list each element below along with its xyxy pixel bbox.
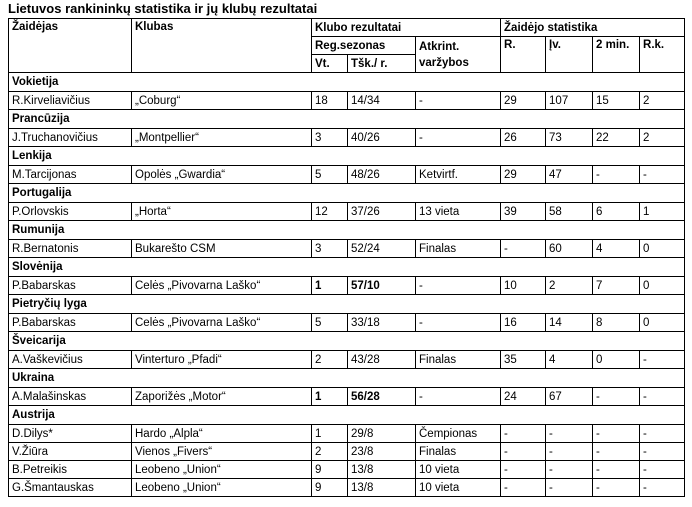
cell-goals: 60 [546,240,593,258]
cell-rk: - [640,461,685,479]
table-row [9,166,685,184]
cell-r: - [501,479,546,497]
cell-goals: - [546,425,593,443]
cell-club: Hardo „Alpla“ [132,425,312,443]
cell-rk: 2 [640,92,685,110]
cell-place: 2 [312,443,348,461]
cell-two-min: - [593,479,640,497]
cell-rk: - [640,351,685,369]
country-row [9,332,685,351]
cell-goals: 4 [546,351,593,369]
cell-goals: 2 [546,277,593,295]
cell-goals: 107 [546,92,593,110]
cell-points: 13/8 [348,479,416,497]
header-player-stats: Žaidėjo statistika [501,19,685,37]
country-name: Vokietija [9,73,685,92]
document [8,0,684,497]
cell-r: 29 [501,92,546,110]
cell-goals: 73 [546,129,593,147]
cell-goals: - [546,461,593,479]
cell-points: 56/28 [348,388,416,406]
cell-playoffs: Finalas [416,443,501,461]
country-row [9,295,685,314]
cell-goals: 58 [546,203,593,221]
cell-points: 14/34 [348,92,416,110]
header-place: Vt. [312,55,348,73]
cell-playoffs: Ketvirtf. [416,166,501,184]
cell-r: - [501,425,546,443]
cell-place: 1 [312,425,348,443]
header-two-min: 2 min. [593,37,640,73]
cell-r: 39 [501,203,546,221]
country-row [9,110,685,129]
cell-r: - [501,443,546,461]
cell-points: 43/28 [348,351,416,369]
table-row [9,388,685,406]
cell-points: 13/8 [348,461,416,479]
header-club-results: Klubo rezultatai [312,19,501,37]
header-player: Žaidėjas [9,19,132,73]
table-row [9,203,685,221]
cell-playoffs: - [416,388,501,406]
header-points: Tšk./ r. [348,55,416,73]
cell-player: B.Petreikis [9,461,132,479]
header-r: R. [501,37,546,73]
cell-two-min: - [593,166,640,184]
cell-two-min: - [593,425,640,443]
cell-rk: 0 [640,277,685,295]
table-title: Lietuvos rankininkų statistika ir jų klubų rezultatai [8,1,318,16]
cell-two-min: - [593,461,640,479]
cell-player: G.Šmantauskas [9,479,132,497]
cell-playoffs: 10 vieta [416,461,501,479]
country-name: Lenkija [9,147,685,166]
table-row [9,351,685,369]
cell-two-min: 15 [593,92,640,110]
cell-points: 40/26 [348,129,416,147]
country-row [9,184,685,203]
cell-playoffs: Finalas [416,351,501,369]
cell-place: 3 [312,240,348,258]
cell-r: 29 [501,166,546,184]
cell-two-min: 8 [593,314,640,332]
cell-two-min: 6 [593,203,640,221]
country-name: Ukraina [9,369,685,388]
country-name: Slovėnija [9,258,685,277]
cell-points: 37/26 [348,203,416,221]
cell-r: 16 [501,314,546,332]
stats-table [8,18,685,497]
cell-place: 1 [312,388,348,406]
cell-rk: - [640,388,685,406]
cell-player: A.Vaškevičius [9,351,132,369]
cell-club: Vienos „Fivers“ [132,443,312,461]
country-row [9,73,685,92]
header-rk: R.k. [640,37,685,73]
cell-points: 48/26 [348,166,416,184]
cell-goals: 14 [546,314,593,332]
cell-goals: - [546,479,593,497]
cell-r: 10 [501,277,546,295]
cell-player: A.Malašinskas [9,388,132,406]
cell-goals: 47 [546,166,593,184]
cell-r: - [501,461,546,479]
country-row [9,147,685,166]
cell-r: - [501,240,546,258]
cell-two-min: 0 [593,351,640,369]
cell-club: „Horta“ [132,203,312,221]
cell-rk: 0 [640,240,685,258]
country-row [9,406,685,425]
cell-place: 18 [312,92,348,110]
cell-player: R.Kirveliavičius [9,92,132,110]
table-row [9,425,685,443]
cell-player: P.Orlovskis [9,203,132,221]
country-name: Portugalija [9,184,685,203]
cell-player: R.Bernatonis [9,240,132,258]
cell-club: Zaporižės „Motor“ [132,388,312,406]
table-row [9,277,685,295]
cell-rk: - [640,479,685,497]
cell-place: 2 [312,351,348,369]
header-reg-season: Reg.sezonas [312,37,416,55]
header-club: Klubas [132,19,312,73]
cell-club: „Coburg“ [132,92,312,110]
cell-place: 1 [312,277,348,295]
table-row [9,461,685,479]
cell-place: 9 [312,479,348,497]
cell-points: 29/8 [348,425,416,443]
country-row [9,221,685,240]
cell-playoffs: Finalas [416,240,501,258]
cell-playoffs: Čempionas [416,425,501,443]
country-name: Prancūzija [9,110,685,129]
cell-player: P.Babarskas [9,314,132,332]
cell-r: 24 [501,388,546,406]
cell-place: 5 [312,166,348,184]
cell-player: D.Dilys* [9,425,132,443]
header-playoffs: Atkrint. varžybos [416,37,501,73]
country-row [9,258,685,277]
cell-r: 26 [501,129,546,147]
table-row [9,129,685,147]
country-name: Šveicarija [9,332,685,351]
table-row [9,479,685,497]
cell-rk: 2 [640,129,685,147]
country-name: Pietryčių lyga [9,295,685,314]
table-row [9,314,685,332]
cell-points: 52/24 [348,240,416,258]
header-row-1 [9,19,685,37]
cell-player: M.Tarcijonas [9,166,132,184]
cell-player: J.Truchanovičius [9,129,132,147]
cell-place: 5 [312,314,348,332]
cell-r: 35 [501,351,546,369]
table-row [9,240,685,258]
cell-place: 3 [312,129,348,147]
cell-club: „Montpellier“ [132,129,312,147]
table-row [9,443,685,461]
cell-rk: - [640,166,685,184]
cell-player: V.Žiūra [9,443,132,461]
cell-goals: - [546,443,593,461]
cell-club: Celės „Pivovarna Laško“ [132,277,312,295]
cell-two-min: - [593,388,640,406]
cell-club: Leobeno „Union“ [132,461,312,479]
cell-club: Opolės „Gwardia“ [132,166,312,184]
cell-two-min: - [593,443,640,461]
cell-two-min: 22 [593,129,640,147]
header-goals: Įv. [546,37,593,73]
cell-playoffs: - [416,277,501,295]
cell-rk: 0 [640,314,685,332]
cell-place: 12 [312,203,348,221]
cell-goals: 67 [546,388,593,406]
cell-playoffs: - [416,92,501,110]
cell-two-min: 4 [593,240,640,258]
cell-playoffs: 10 vieta [416,479,501,497]
cell-club: Leobeno „Union“ [132,479,312,497]
cell-playoffs: 13 vieta [416,203,501,221]
cell-club: Bukarešto CSM [132,240,312,258]
cell-club: Celės „Pivovarna Laško“ [132,314,312,332]
cell-rk: - [640,425,685,443]
cell-place: 9 [312,461,348,479]
table-row [9,92,685,110]
cell-rk: 1 [640,203,685,221]
country-name: Austrija [9,406,685,425]
cell-club: Vinterturo „Pfadi“ [132,351,312,369]
cell-points: 23/8 [348,443,416,461]
cell-player: P.Babarskas [9,277,132,295]
cell-points: 57/10 [348,277,416,295]
cell-playoffs: - [416,129,501,147]
cell-rk: - [640,443,685,461]
country-row [9,369,685,388]
cell-points: 33/18 [348,314,416,332]
table-body [9,19,685,497]
country-name: Rumunija [9,221,685,240]
cell-playoffs: - [416,314,501,332]
cell-two-min: 7 [593,277,640,295]
